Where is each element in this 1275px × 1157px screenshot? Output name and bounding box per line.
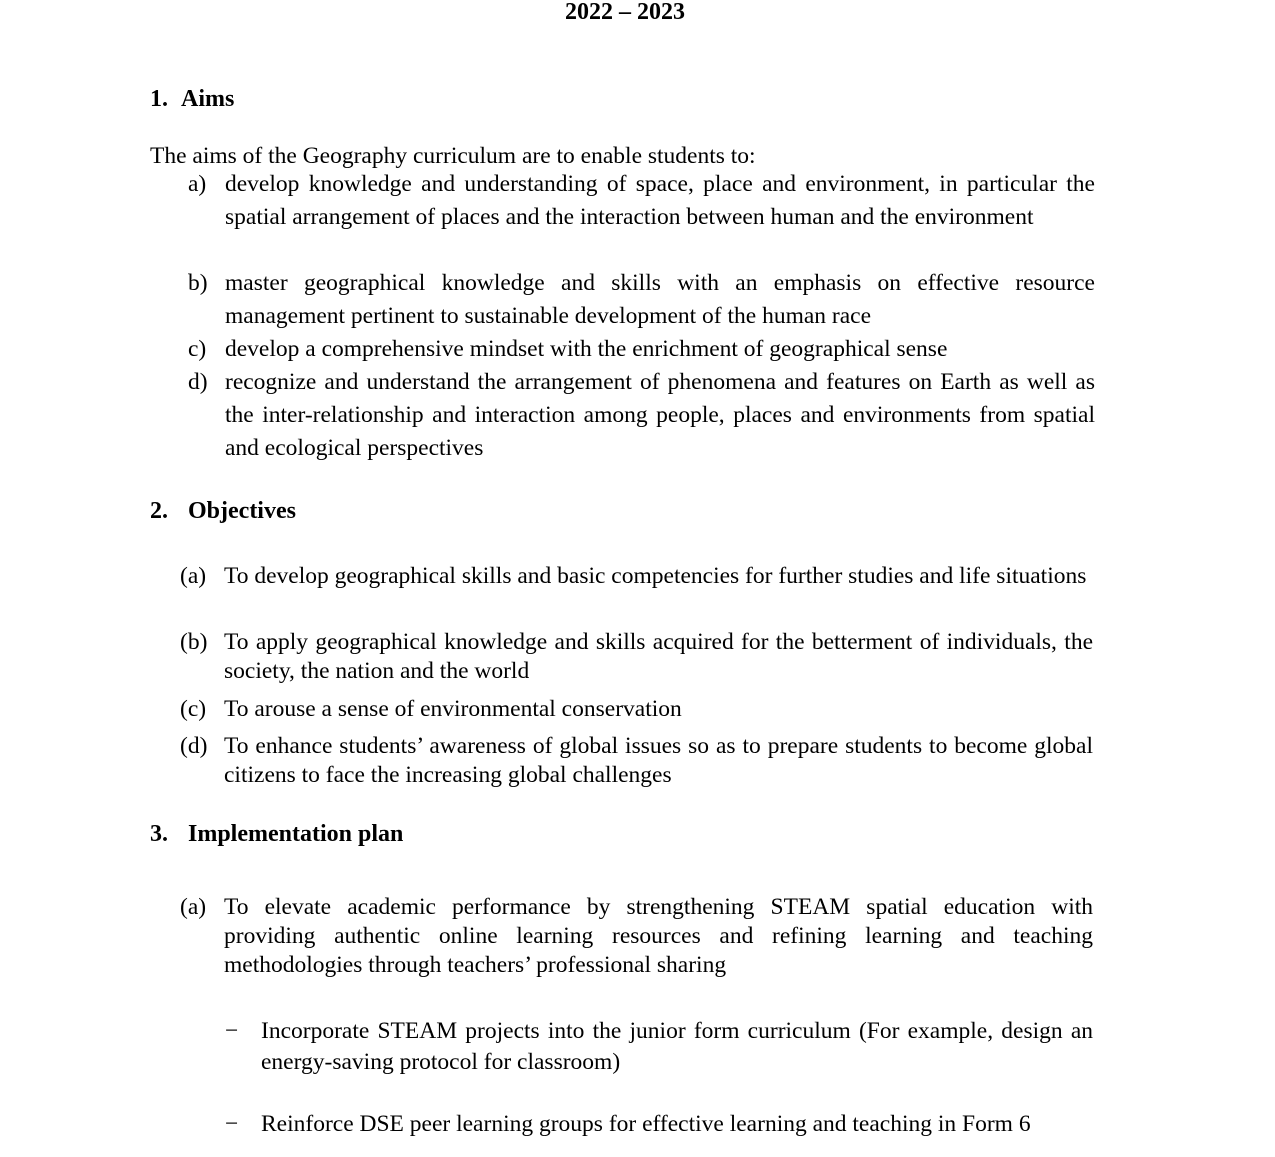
list-item-text: master geographical knowledge and skills with an emphasis on effective resource management pertinent to sustainable development of the human race <box>225 270 1095 329</box>
dash-marker: − <box>225 1111 239 1137</box>
section-title: Objectives <box>188 498 296 524</box>
list-item-text: To elevate academic performance by strengthening STEAM spatial education with providing authentic online learning resources and refining learning and teaching methodologies through teachers’ professional sharing <box>224 894 1093 978</box>
list-marker: (b) <box>180 629 208 655</box>
list-item-text: develop a comprehensive mindset with the enrichment of geographical sense <box>225 336 948 362</box>
list-marker: (d) <box>180 733 208 759</box>
section-heading-implementation-plan <box>150 819 403 849</box>
list-marker: d) <box>188 369 208 395</box>
list-item-text: To apply geographical knowledge and skills acquired for the betterment of individuals, the society, the nation and the world <box>224 629 1093 684</box>
list-marker: (c) <box>180 696 207 722</box>
list-marker: c) <box>188 336 207 362</box>
list-marker: (a) <box>180 563 207 589</box>
list-item-text: To arouse a sense of environmental conservation <box>224 696 682 722</box>
list-marker: (a) <box>180 894 207 920</box>
section-title: Aims <box>181 86 235 112</box>
section-number: 1. <box>150 86 168 112</box>
section-number: 3. <box>150 821 168 847</box>
section-heading-objectives <box>150 496 296 526</box>
list-item-text: develop knowledge and understanding of space, place and environment, in particular the spatial arrangement of places and the interaction between human and the environment <box>225 171 1095 230</box>
academic-year-title: 2022 – 2023 <box>565 0 685 25</box>
section-number: 2. <box>150 498 168 524</box>
aims-intro-text: The aims of the Geography curriculum are to enable students to: <box>150 143 756 169</box>
list-item-text: To enhance students’ awareness of global issues so as to prepare students to become global citizens to face the increasing global challenges <box>224 733 1093 788</box>
section-title: Implementation plan <box>188 821 404 847</box>
bullet-text: Incorporate STEAM projects into the junior form curriculum (For example, design an energy-saving protocol for classroom) <box>261 1018 1093 1075</box>
list-marker: a) <box>188 171 207 197</box>
list-item-text: recognize and understand the arrangement of phenomena and features on Earth as well as the inter-relationship and interaction among people, places and environments from spatial and ecological perspectives <box>225 369 1095 461</box>
list-marker: b) <box>188 270 208 296</box>
dash-marker: − <box>225 1018 239 1044</box>
list-item-text: To develop geographical skills and basic competencies for further studies and life situations <box>224 563 1087 589</box>
section-heading-aims <box>150 84 234 114</box>
bullet-text: Reinforce DSE peer learning groups for effective learning and teaching in Form 6 <box>261 1111 1031 1137</box>
